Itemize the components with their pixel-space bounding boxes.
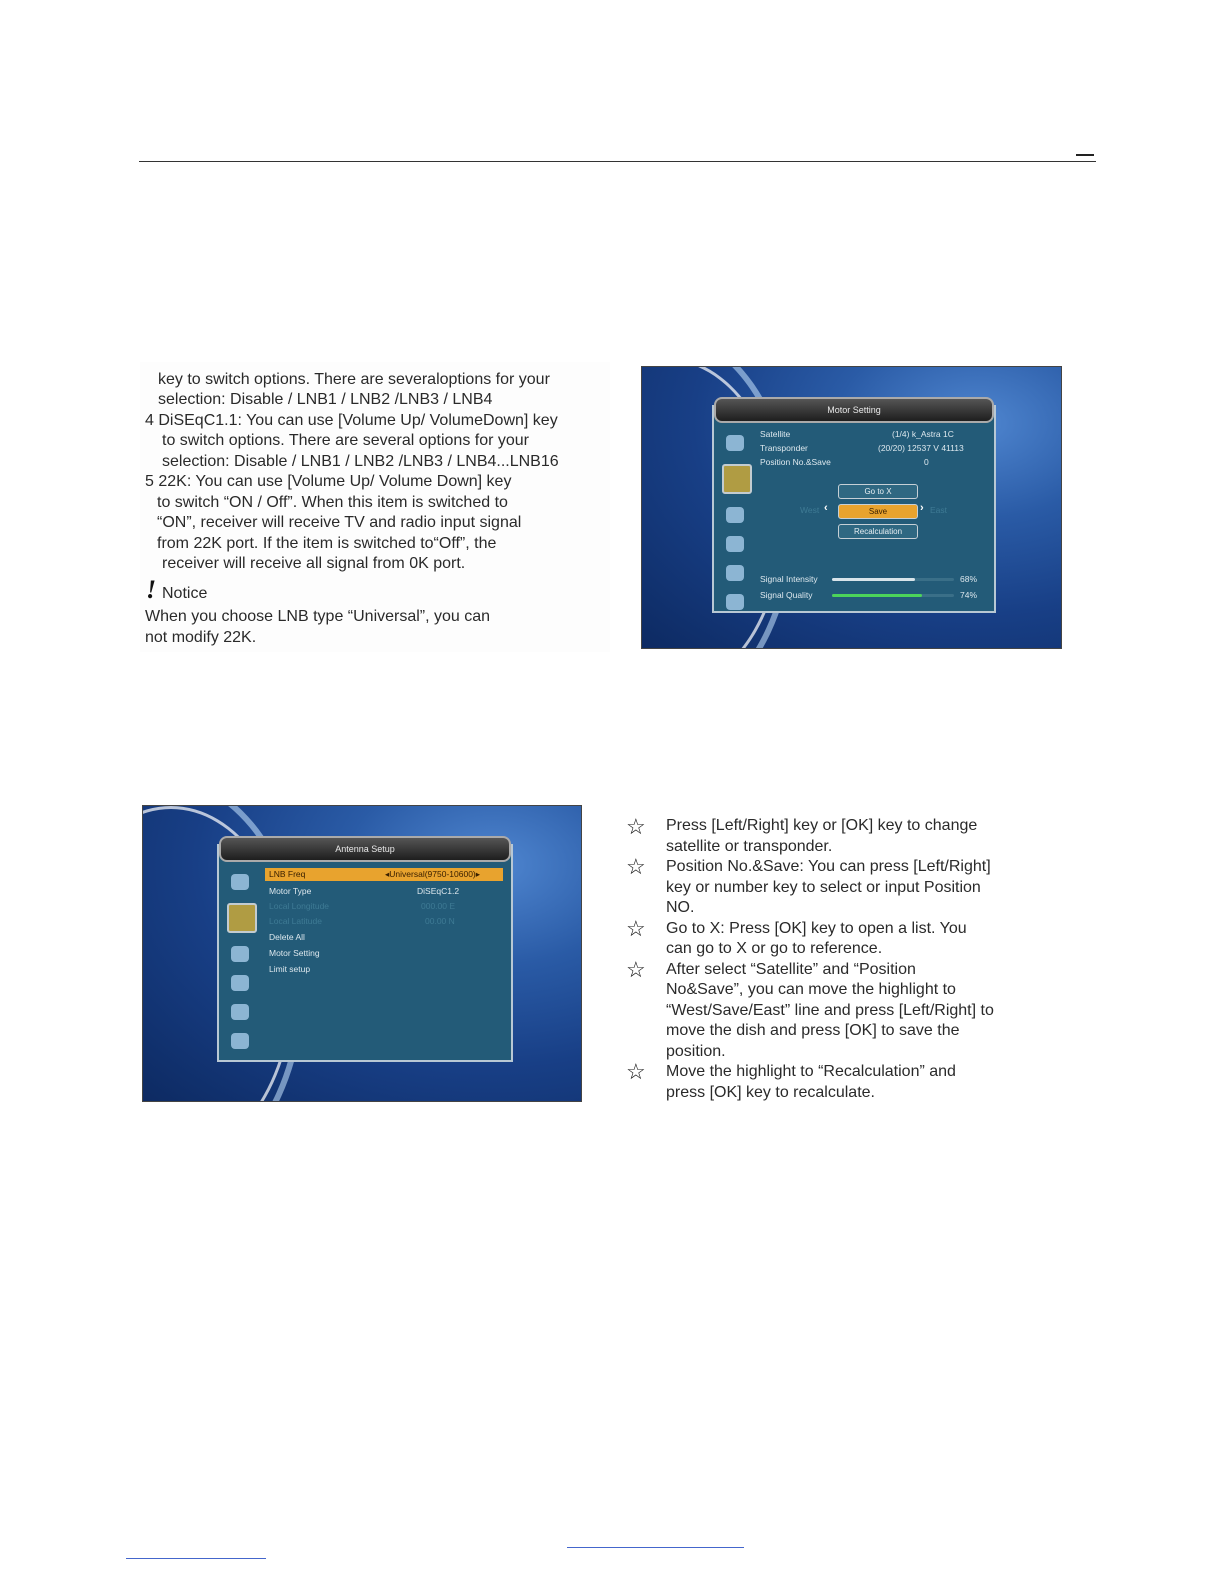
globe-icon[interactable]: [726, 565, 744, 581]
row-label: Position No.&Save: [760, 457, 831, 467]
instruction-line: satellite or transponder.: [666, 837, 833, 855]
text-line: receiver will receive all signal from 0K port.: [162, 555, 466, 572]
panel-title: Antenna Setup: [219, 836, 511, 862]
text-line: key to switch options. There are severaloptions for your: [158, 371, 550, 388]
row-label: Local Latitude: [269, 916, 322, 926]
tv-icon[interactable]: [231, 874, 249, 890]
lnb-freq-row[interactable]: [265, 868, 503, 881]
text-line: to switch “ON / Off”. When this item is switched to: [157, 494, 508, 511]
motor-setting-screenshot: [641, 366, 1062, 649]
instruction-line: Move the highlight to “Recalculation” and: [666, 1063, 956, 1080]
instruction-line: move the dish and press [OK] to save the: [666, 1022, 960, 1039]
instruction-line: can go to X or go to reference.: [666, 940, 883, 957]
signal-intensity-bar: [832, 578, 954, 581]
instruction-line: key or number key to select or input Position: [666, 878, 981, 896]
row-value[interactable]: 0: [924, 457, 929, 467]
west-label: West: [800, 505, 820, 515]
gear-icon[interactable]: [231, 1033, 249, 1049]
row-value[interactable]: (20/20) 12537 V 41113: [878, 443, 964, 453]
row-label: Transponder: [760, 443, 808, 453]
panel-title: Motor Setting: [714, 397, 994, 423]
lnb-freq-value: ◂Universal(9750-10600)▸: [385, 869, 481, 879]
text-line: selection: Disable / LNB1 / LNB2 /LNB3 / LNB4: [158, 391, 493, 408]
instruction-line: Press [Left/Right] key or [OK] key to change: [666, 817, 978, 834]
signal-intensity-label: Signal Intensity: [760, 574, 818, 584]
antenna-setup-panel: [217, 844, 513, 1062]
star-icon: ☆: [626, 916, 646, 941]
notice-line: not modify 22K.: [145, 629, 257, 646]
text-line: from 22K port. If the item is switched to“Off”, the: [157, 535, 497, 552]
footer-link[interactable]: [126, 1558, 266, 1559]
signal-quality-fill: [832, 594, 922, 597]
settings-icon[interactable]: [726, 507, 744, 523]
row-label: LNB Freq: [269, 869, 306, 879]
instruction-line: “West/Save/East” line and press [Left/Right] to: [666, 1001, 994, 1019]
goto-x-button[interactable]: Go to X: [838, 484, 918, 499]
header-dash: [1076, 154, 1094, 156]
header-rule: [139, 161, 1096, 162]
notice-icon: !: [146, 575, 157, 604]
row-value[interactable]: (1/4) k_Astra 1C: [892, 429, 954, 439]
instruction-line: NO.: [666, 899, 695, 916]
instruction-line: Position No.&Save: You can press [Left/Right]: [666, 858, 991, 875]
left-text-block: [140, 362, 610, 652]
gear-icon[interactable]: [726, 594, 744, 610]
instruction-line: press [OK] key to recalculate.: [666, 1083, 875, 1101]
text-line: to switch options. There are several options for your: [162, 432, 529, 449]
instruction-line: No&Save”, you can move the highlight to: [666, 981, 956, 998]
text-line: 4 DiSEqC1.1: You can use [Volume Up/ VolumeDown] key: [145, 412, 558, 429]
right-arrow-icon[interactable]: ›: [920, 502, 924, 514]
satellite-dish-icon[interactable]: [227, 903, 257, 933]
row-value[interactable]: DiSEqC1.2: [417, 886, 460, 896]
motor-setting-item[interactable]: Motor Setting: [269, 948, 320, 958]
signal-quality-value: 74%: [960, 590, 978, 600]
star-icon: ☆: [626, 1059, 646, 1084]
text-line: 5 22K: You can use [Volume Up/ Volume Down] key: [145, 473, 512, 490]
signal-intensity-value: 68%: [960, 574, 978, 584]
recalculation-button[interactable]: Recalculation: [838, 524, 918, 539]
left-arrow-icon[interactable]: ‹: [824, 502, 828, 514]
motor-setting-panel: [712, 405, 996, 613]
notice-line: When you choose LNB type “Universal”, you can: [145, 608, 491, 625]
signal-intensity-fill: [832, 578, 915, 581]
row-label: Local Longitude: [269, 901, 330, 911]
text-line: selection: Disable / LNB1 / LNB2 /LNB3 / LNB4...LNB16: [162, 453, 559, 470]
star-icon: ☆: [626, 814, 646, 839]
east-label: East: [930, 505, 948, 515]
footer-link[interactable]: [567, 1547, 744, 1548]
signal-quality-bar: [832, 594, 954, 597]
tools-icon[interactable]: [231, 975, 249, 991]
row-label: Satellite: [760, 429, 791, 439]
row-label[interactable]: Motor Type: [269, 886, 312, 896]
save-button[interactable]: Save: [838, 504, 918, 519]
limit-setup-item[interactable]: Limit setup: [269, 964, 311, 974]
menu-icon-column: [722, 435, 752, 623]
globe-icon[interactable]: [231, 1004, 249, 1020]
delete-all-item[interactable]: Delete All: [269, 932, 305, 942]
instruction-line: Go to X: Press [OK] key to open a list. You: [666, 919, 967, 937]
notice-title: Notice: [162, 585, 208, 602]
tv-icon[interactable]: [726, 435, 744, 451]
antenna-setup-screenshot: [142, 805, 582, 1102]
settings-icon[interactable]: [231, 946, 249, 962]
star-icon: ☆: [626, 957, 646, 982]
row-value: 000.00 E: [421, 901, 456, 911]
star-icon: ☆: [626, 854, 646, 879]
signal-quality-label: Signal Quality: [760, 590, 813, 600]
satellite-dish-icon[interactable]: [722, 464, 752, 494]
row-value: 00.00 N: [425, 916, 455, 926]
text-line: “ON”, receiver will receive TV and radio input signal: [157, 514, 522, 531]
tools-icon[interactable]: [726, 536, 744, 552]
instruction-line: position.: [666, 1042, 726, 1060]
menu-icon-column: [227, 874, 257, 1062]
instruction-line: After select “Satellite” and “Position: [666, 960, 916, 978]
